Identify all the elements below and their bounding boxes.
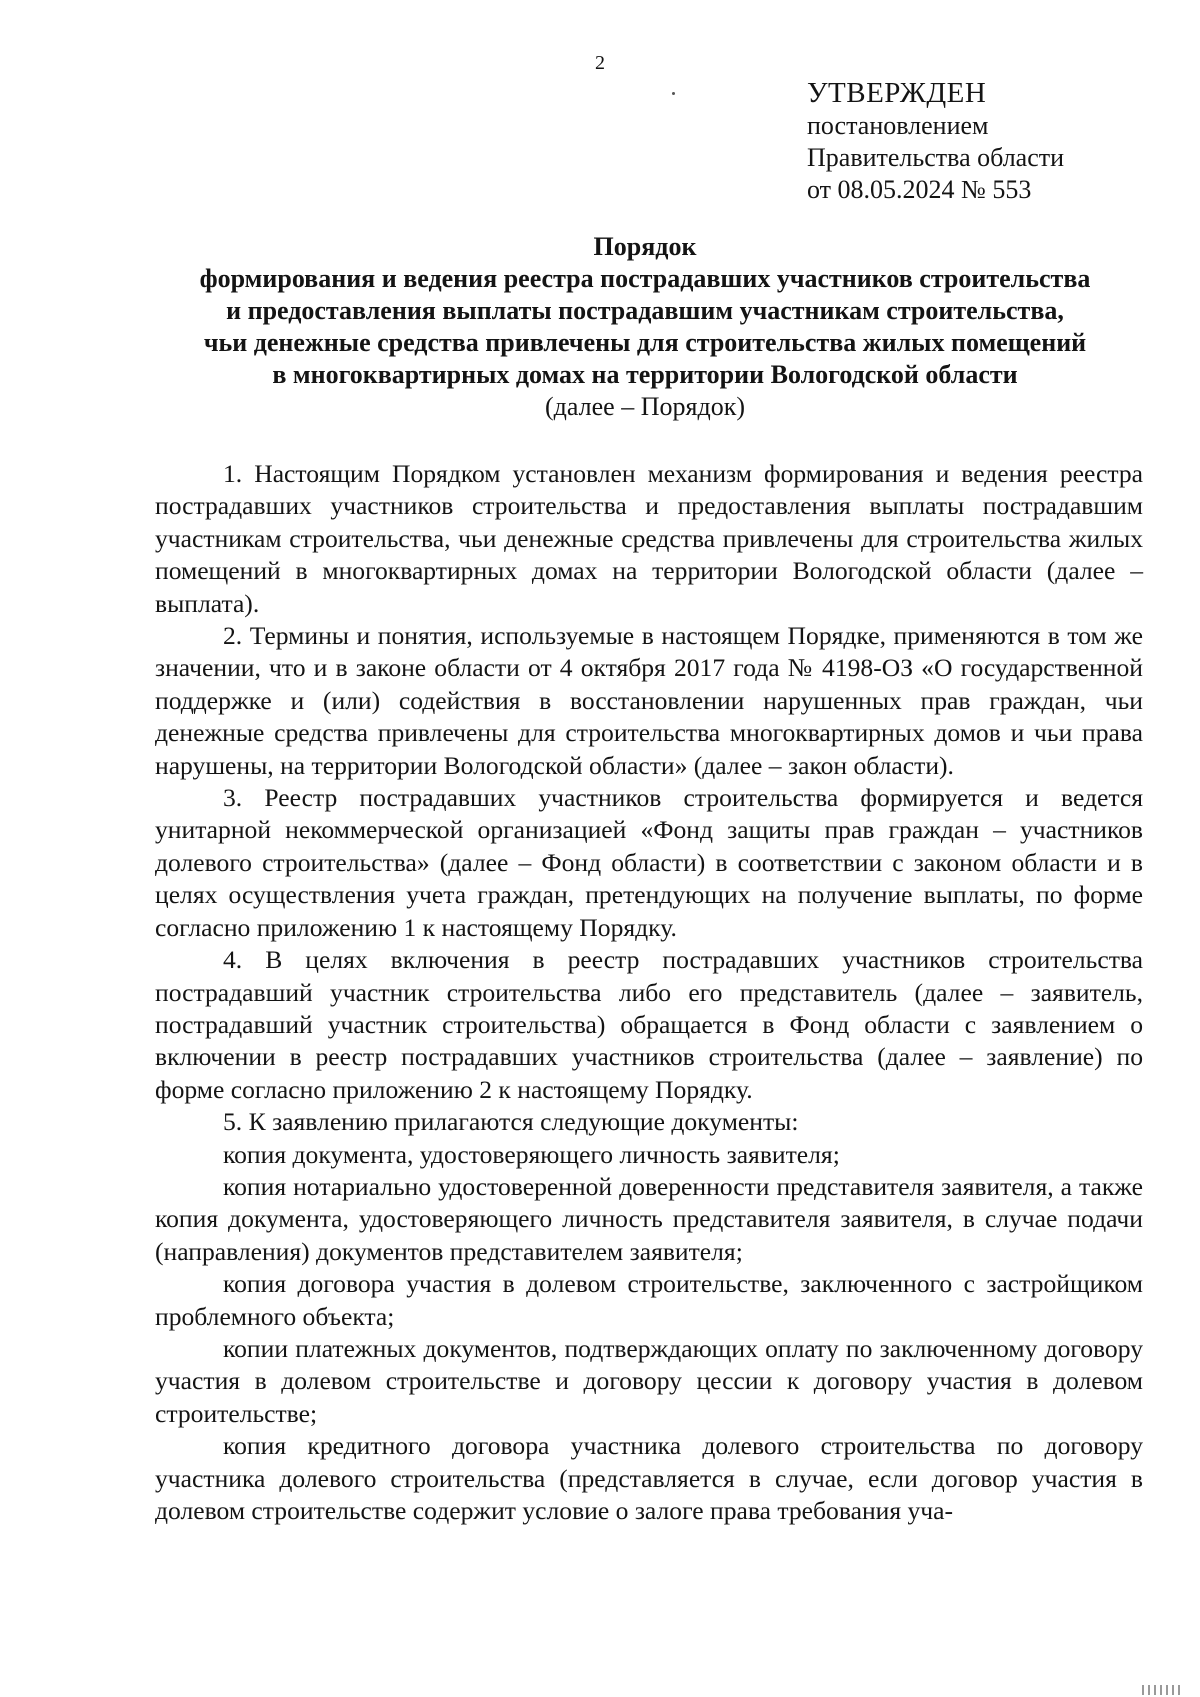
document-title-abbreviation: (далее – Порядок) [545, 392, 745, 421]
document-title: Порядок [593, 232, 697, 261]
scan-binding-mark [1142, 1685, 1182, 1695]
approval-heading: УТВЕРЖДЕН [807, 77, 987, 109]
document-list-item: копия кредитного договора участника долевого строительства по договору участника долевого строительства (представляется в случае, если договор участия в долевом строительстве содержит условие о залоге права требования уча- [155, 1431, 1143, 1525]
document-subtitle-line: и предоставления выплаты пострадавшим участникам строительства, [226, 296, 1064, 325]
page-number: 2 [595, 52, 605, 74]
scan-dust-mark [672, 92, 675, 95]
paragraph-5-documents: 5. К заявлению прилагаются следующие документы: [223, 1107, 799, 1137]
approval-line-date-number: от 08.05.2024 № 553 [807, 175, 1032, 204]
document-subtitle-line: формирования и ведения реестра пострадавших участников строительства [199, 264, 1091, 293]
paragraph-1-mechanism: 1. Настоящим Порядком установлен механизм формирования и ведения реестра пострадавших участников строительства и предоставления выплаты пострадавшим участникам строительства, чьи денежные средства привлечены для строительства жилых помещений в многоквартирных домах на территории Вологодской области (далее – выплата). [155, 459, 1143, 618]
document-list-item: копия нотариально удостоверенной доверенности представителя заявителя, а также копия документа, удостоверяющего личность представителя заявителя, в случае подачи (направления) документов представителем заявителя; [155, 1171, 1143, 1266]
document-body [155, 458, 1143, 1527]
document-subtitle-line: чьи денежные средства привлечены для строительства жилых помещений [203, 328, 1087, 357]
document-subtitle-line: в многоквартирных домах на территории Вологодской области [272, 360, 1018, 389]
paragraph-2-terms: 2. Термины и понятия, используемые в настоящем Порядке, применяются в том же значении, что и в законе области от 4 октября 2017 года № 4198-ОЗ «О государственной поддержке и (или) содействия в восстановлении нарушенных прав граждан, чьи денежные средства привлечены для строительства многоквартирных домов и чьи права нарушены, на территории Вологодской области» (далее – закон области). [155, 621, 1143, 780]
approval-stamp-block [807, 76, 1167, 206]
document-list-item: копия документа, удостоверяющего личность заявителя; [223, 1139, 840, 1169]
document-title-block [150, 231, 1140, 423]
approval-line-government: Правительства области [807, 143, 1065, 172]
document-list-item: копии платежных документов, подтверждающих оплату по заключенному договору участия в долевом строительстве и договору цессии к договору участия в долевом строительстве; [155, 1333, 1143, 1428]
document-list-item: копия договора участия в долевом строительстве, заключенного с застройщиком проблемного объекта; [155, 1269, 1143, 1331]
paragraph-3-registry: 3. Реестр пострадавших участников строительства формируется и ведется унитарной некоммерческой организацией «Фонд защиты прав граждан – участников долевого строительства» (далее – Фонд области) в соответствии с законом области и в целях осуществления учета граждан, претендующих на получение выплаты, по форме согласно приложению 1 к настоящему Порядку. [155, 783, 1143, 942]
approval-line-resolution: постановлением [807, 111, 989, 140]
paragraph-4-application: 4. В целях включения в реестр пострадавших участников строительства пострадавший участник строительства либо его представитель (далее – заявитель, пострадавший участник строительства) обращается в Фонд области с заявлением о включении в реестр пострадавших участников строительства (далее – заявление) по форме согласно приложению 2 к настоящему Порядку. [155, 945, 1143, 1104]
